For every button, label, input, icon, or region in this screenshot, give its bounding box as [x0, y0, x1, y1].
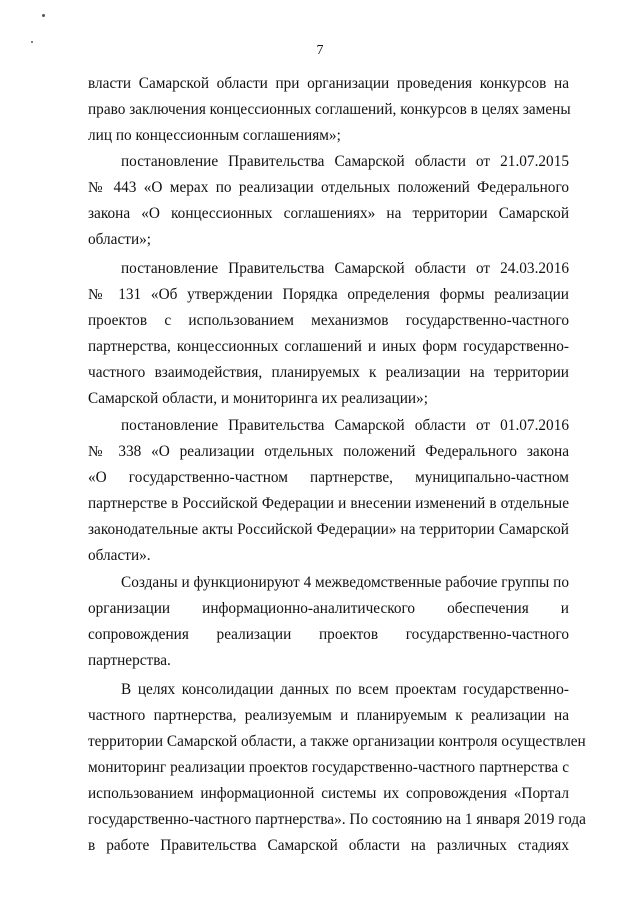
text-line: Самарской области, и мониторинга их реализации»;	[88, 390, 428, 407]
text-line: мониторинг реализации проектов государственно-частного партнерства с	[88, 759, 569, 776]
text-line: партнерства.	[88, 652, 171, 669]
text-line: сопровождения реализации проектов государственно-частного	[88, 626, 569, 643]
text-line: использованием информационной системы их сопровождения «Портал	[88, 785, 569, 802]
text-line: «О государственно-частном партнерстве, муниципально-частном	[88, 469, 569, 486]
text-line: Созданы и функционируют 4 межведомственные рабочие группы по	[121, 574, 569, 591]
text-line: В целях консолидации данных по всем проектам государственно-	[121, 681, 569, 698]
text-line: постановление Правительства Самарской области от 01.07.2016	[121, 417, 569, 434]
text-line: партнерстве в Российской Федерации и внесении изменений в отдельные	[88, 495, 569, 512]
text-line: № 443 «О мерах по реализации отдельных положений Федерального	[88, 179, 569, 196]
text-line: лиц по концессионным соглашениям»;	[88, 127, 341, 144]
scan-speck	[31, 41, 33, 43]
text-line: частного партнерства, реализуемым и планируемым к реализации на	[88, 707, 569, 724]
page-number: 7	[316, 43, 324, 58]
text-line: частного взаимодействия, планируемых к реализации на территории	[88, 364, 569, 381]
text-line: территории Самарской области, а также организации контроля осуществлен	[88, 733, 586, 750]
text-line: № 131 «Об утверждении Порядка определения формы реализации	[88, 286, 569, 303]
text-line: власти Самарской области при организации проведения конкурсов на	[88, 75, 569, 92]
text-line: организации информационно-аналитического обеспечения и	[88, 600, 569, 617]
text-line: области»;	[88, 231, 152, 248]
text-line: законодательные акты Российской Федерации» на территории Самарской	[88, 521, 569, 538]
text-line: области».	[88, 547, 151, 564]
text-line: государственно-частного партнерства». По состоянию на 1 января 2019 года	[88, 811, 586, 828]
text-line: постановление Правительства Самарской области от 24.03.2016	[121, 260, 569, 277]
text-line: проектов с использованием механизмов государственно-частного	[88, 312, 569, 329]
text-line: партнерства, концессионных соглашений и иных форм государственно-	[88, 338, 569, 355]
text-line: постановление Правительства Самарской области от 21.07.2015	[121, 153, 569, 170]
text-line: закона «О концессионных соглашениях» на территории Самарской	[88, 205, 569, 222]
text-line: № 338 «О реализации отдельных положений Федерального закона	[88, 443, 569, 460]
text-line: в работе Правительства Самарской области на различных стадиях	[88, 837, 569, 854]
scan-speck	[42, 14, 45, 17]
text-line: право заключения концессионных соглашений, конкурсов в целях замены	[88, 101, 571, 118]
